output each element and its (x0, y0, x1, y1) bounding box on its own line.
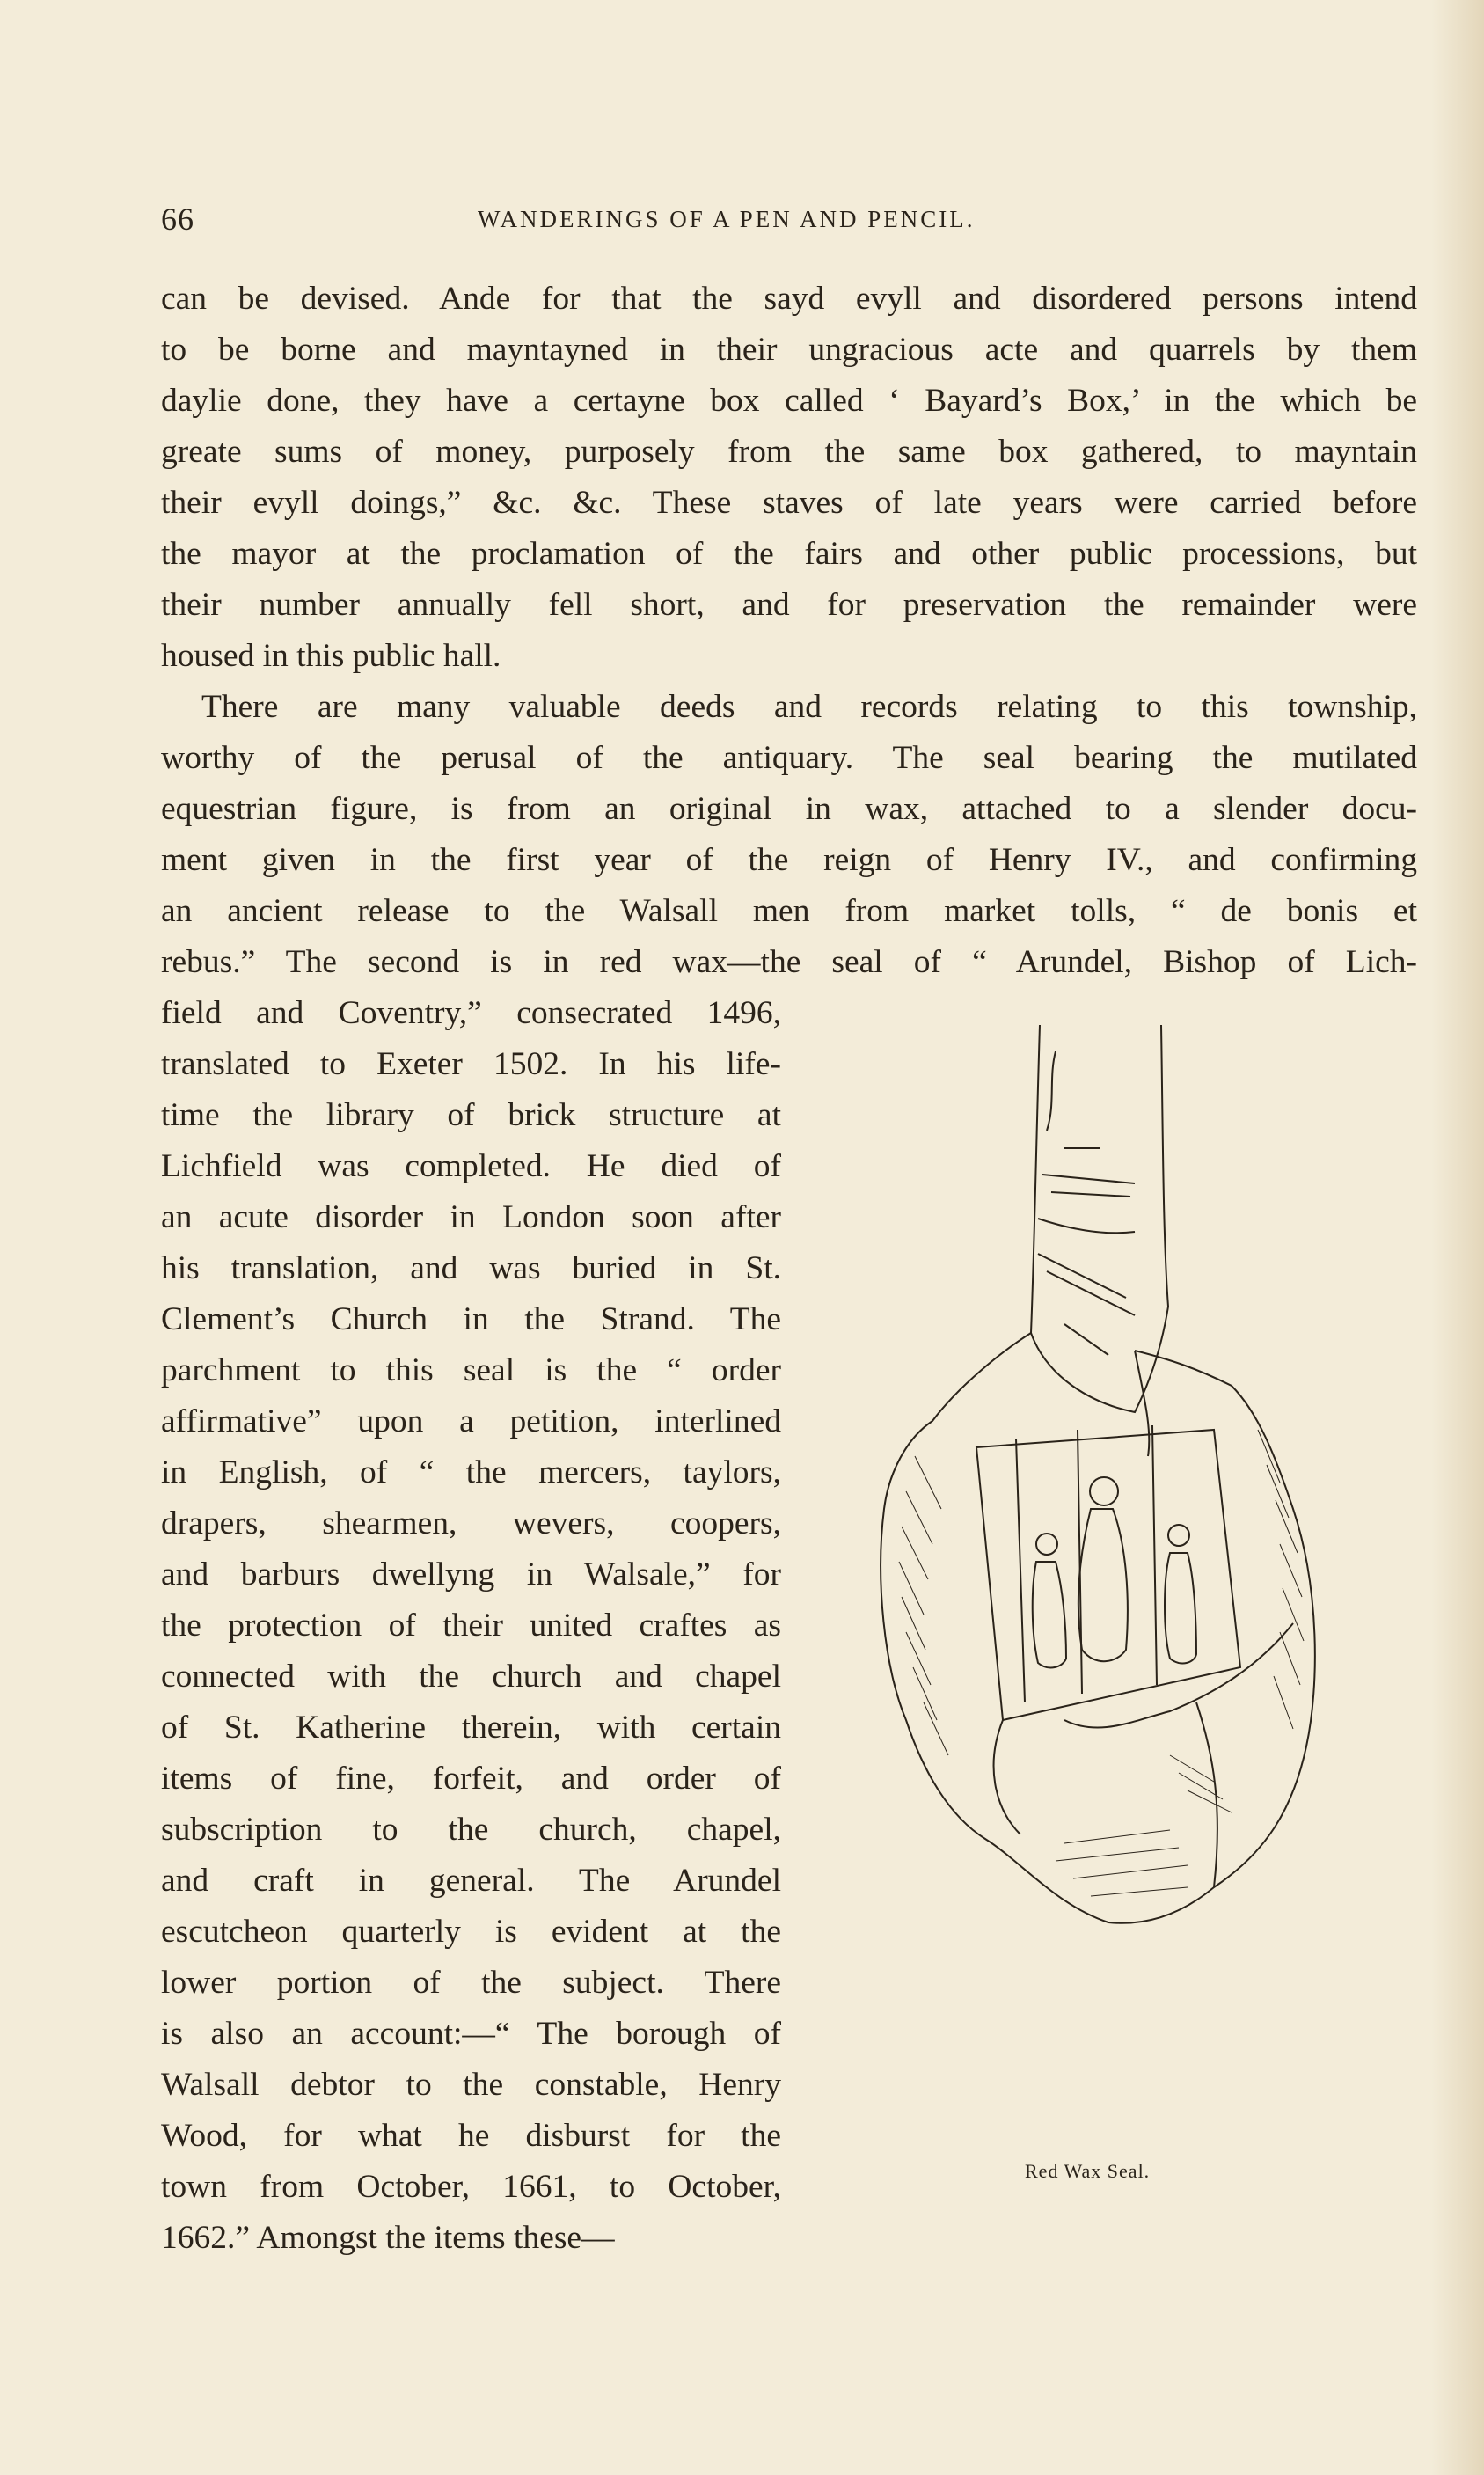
running-head: WANDERINGS OF A PEN AND PENCIL. (478, 206, 976, 232)
red-wax-seal-figure (800, 1016, 1372, 2142)
text-line: parchment to this seal is the “ order (161, 1352, 781, 1388)
text-line: escutcheon quarterly is evident at the (161, 1914, 781, 1950)
text-line: drapers, shearmen, wevers, coopers, (161, 1505, 781, 1541)
text-line: the protection of their united craftes as (161, 1607, 781, 1644)
text-line: Walsall debtor to the constable, Henry (161, 2067, 781, 2103)
seal-engraving (800, 1016, 1372, 2142)
text-line: time the library of brick structure at (161, 1097, 781, 1133)
page-header (161, 201, 1419, 245)
text-line: rebus.” The second is in red wax—the seal of “ Arundel, Bishop of Lich- (161, 944, 1417, 980)
text-line: their number annually fell short, and for preservation the remainder were (161, 587, 1417, 623)
text-line: Clement’s Church in the Strand. The (161, 1301, 781, 1337)
text-line: worthy of the perusal of the antiquary. The seal bearing the mutilated (161, 740, 1417, 776)
text-line: translated to Exeter 1502. In his life- (161, 1046, 781, 1082)
text-line: of St. Katherine therein, with certain (161, 1710, 781, 1746)
text-line: can be devised. Ande for that the sayd evyll and disordered persons intend (161, 281, 1417, 317)
text-line: Wood, for what he disburst for the (161, 2118, 781, 2154)
text-line: ment given in the first year of the reign of Henry IV., and confirming (161, 842, 1417, 878)
text-line: greate sums of money, purposely from the same box gathered, to mayntain (161, 434, 1417, 470)
text-line: items of fine, forfeit, and order of (161, 1761, 781, 1797)
text-line: and craft in general. The Arundel (161, 1863, 781, 1899)
text-line: equestrian figure, is from an original in wax, attached to a slender docu- (161, 791, 1417, 827)
text-line: daylie done, they have a certayne box called ‘ Bayard’s Box,’ in the which be (161, 383, 1417, 419)
text-line: an ancient release to the Walsall men from market tolls, “ de bonis et (161, 893, 1417, 929)
text-line: 1662.” Amongst the items these— (161, 2220, 615, 2256)
page-edge-shadow (1431, 0, 1484, 2475)
text-line: There are many valuable deeds and records relating to this township, (201, 689, 1417, 725)
figure-caption: Red Wax Seal. (1025, 2160, 1151, 2182)
text-line: connected with the church and chapel (161, 1659, 781, 1695)
text-line: and barburs dwellyng in Walsale,” for (161, 1556, 781, 1593)
text-line: is also an account:—“ The borough of (161, 2016, 781, 2052)
text-line: their evyll doings,” &c. &c. These staves of late years were carried before (161, 485, 1417, 521)
page-number: 66 (161, 201, 194, 237)
text-line: in English, of “ the mercers, taylors, (161, 1454, 781, 1490)
text-line: field and Coventry,” consecrated 1496, (161, 995, 781, 1031)
text-line: subscription to the church, chapel, (161, 1812, 781, 1848)
text-line: an acute disorder in London soon after (161, 1199, 781, 1235)
text-line: housed in this public hall. (161, 638, 501, 674)
text-line: lower portion of the subject. There (161, 1965, 781, 2001)
text-line: Lichfield was completed. He died of (161, 1148, 781, 1184)
text-line: affirmative” upon a petition, interlined (161, 1403, 781, 1439)
seal-outline (881, 1333, 1315, 1923)
text-line: to be borne and mayntayned in their ungracious acte and quarrels by them (161, 332, 1417, 368)
text-line: town from October, 1661, to October, (161, 2169, 781, 2205)
text-line: the mayor at the proclamation of the fairs and other public processions, but (161, 536, 1417, 572)
text-line: his translation, and was buried in St. (161, 1250, 781, 1286)
